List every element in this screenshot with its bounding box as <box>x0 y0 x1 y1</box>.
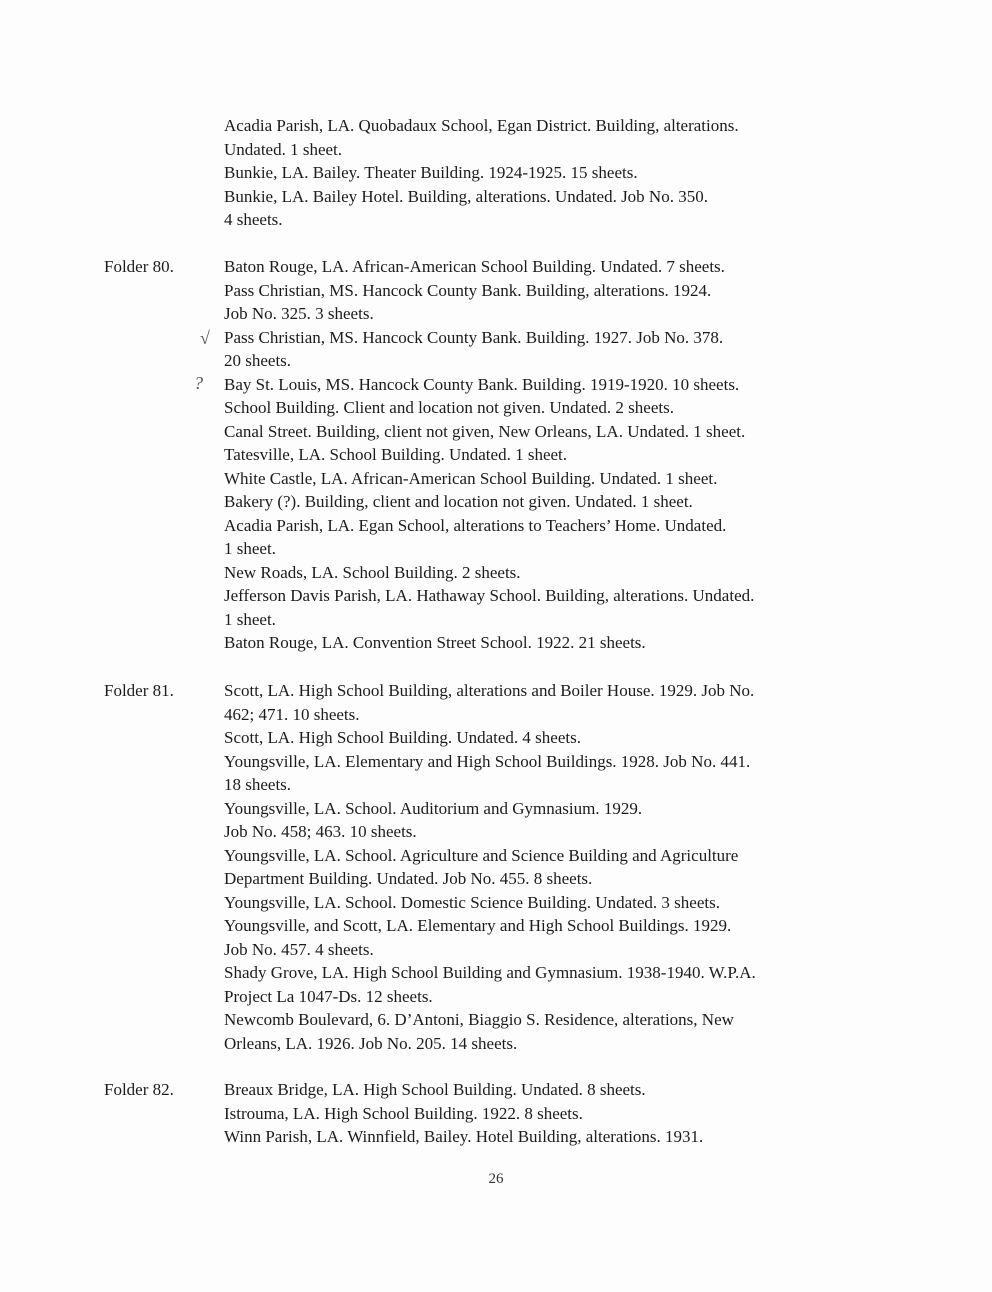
entry-line-continuation: 4 sheets. <box>224 210 283 229</box>
entry-list <box>224 255 874 655</box>
entry-line: New Roads, LA. School Building. 2 sheets. <box>224 562 521 582</box>
entry-line: Acadia Parish, LA. Quobadaux School, Egan District. Building, alterations. <box>224 116 739 135</box>
entry-line-continuation: Job No. 458; 463. 10 sheets. <box>224 822 417 841</box>
folder-label: Folder 80. <box>104 257 174 276</box>
list-item <box>224 420 874 444</box>
entry-line: Youngsville, and Scott, LA. Elementary and High School Buildings. 1929. <box>224 916 732 935</box>
entry-line-continuation: Job No. 457. 4 sheets. <box>224 939 374 959</box>
entry-line: Bay St. Louis, MS. Hancock County Bank. Building. 1919-1920. 10 sheets. <box>224 374 740 394</box>
list-item <box>224 726 874 750</box>
list-item <box>224 114 874 161</box>
entry-line: Newcomb Boulevard, 6. D’Antoni, Biaggio S. Residence, alterations, New <box>224 1010 734 1029</box>
list-item <box>224 1078 874 1102</box>
entry-line-continuation: Undated. 1 sheet. <box>224 139 343 159</box>
entry-line: Youngsville, LA. School. Agriculture and Science Building and Agriculture <box>224 845 739 865</box>
handwritten-question-mark: ? <box>194 373 203 393</box>
list-item <box>224 914 874 961</box>
entry-line-continuation: 1 sheet. <box>224 609 276 629</box>
list-item <box>224 1102 874 1126</box>
entry-line: Scott, LA. High School Building, alterations and Boiler House. 1929. Job No. <box>224 681 755 700</box>
entry-line: Pass Christian, MS. Hancock County Bank. Building. 1927. Job No. 378. <box>224 327 724 347</box>
entry-line: Bunkie, LA. Bailey Hotel. Building, alterations. Undated. Job No. 350. <box>224 186 708 206</box>
list-item <box>224 185 874 232</box>
list-item <box>224 750 874 797</box>
entry-line: White Castle, LA. African-American School Building. Undated. 1 sheet. <box>224 468 718 488</box>
list-item <box>224 255 874 279</box>
entry-line: Shady Grove, LA. High School Building and Gymnasium. 1938-1940. W.P.A. <box>224 963 756 982</box>
list-item <box>224 1125 874 1149</box>
entry-line: Youngsville, LA. Elementary and High School Buildings. 1928. Job No. 441. <box>224 751 751 771</box>
entry-line: Bunkie, LA. Bailey. Theater Building. 1924-1925. 15 sheets. <box>224 163 638 182</box>
entry-list <box>224 679 874 1055</box>
list-item <box>224 490 874 514</box>
entry-line: Baton Rouge, LA. Convention Street School. 1922. 21 sheets. <box>224 633 646 652</box>
entry-line: Pass Christian, MS. Hancock County Bank. Building, alterations. 1924. <box>224 280 712 300</box>
entry-line-continuation: Project La 1047-Ds. 12 sheets. <box>224 986 433 1006</box>
list-item <box>224 161 874 185</box>
entry-line-continuation: 18 sheets. <box>224 775 292 794</box>
list-item <box>224 631 874 655</box>
folder-label: Folder 81. <box>104 681 174 700</box>
entry-line: Youngsville, LA. School. Domestic Science Building. Undated. 3 sheets. <box>224 892 720 912</box>
entry-line: Tatesville, LA. School Building. Undated. 1 sheet. <box>224 445 568 464</box>
list-item <box>224 891 874 915</box>
list-item <box>224 961 874 1008</box>
entry-line: Youngsville, LA. School. Auditorium and Gymnasium. 1929. <box>224 798 643 818</box>
list-item <box>224 561 874 585</box>
entry-line: Winn Parish, LA. Winnfield, Bailey. Hotel Building, alterations. 1931. <box>224 1127 704 1146</box>
entry-line: School Building. Client and location not given. Undated. 2 sheets. <box>224 398 674 417</box>
entry-line: Baton Rouge, LA. African-American School Building. Undated. 7 sheets. <box>224 257 725 276</box>
entry-line: Bakery (?). Building, client and location not given. Undated. 1 sheet. <box>224 492 693 511</box>
list-item <box>224 373 874 397</box>
entry-line: Breaux Bridge, LA. High School Building. Undated. 8 sheets. <box>224 1080 646 1099</box>
list-item <box>224 1008 874 1055</box>
handwritten-check-mark: √ <box>200 328 210 348</box>
entry-line-continuation: Orleans, LA. 1926. Job No. 205. 14 sheets. <box>224 1033 518 1053</box>
entry-line-continuation: 1 sheet. <box>224 539 276 558</box>
list-item <box>224 797 874 844</box>
entry-line-continuation: Department Building. Undated. Job No. 455. 8 sheets. <box>224 869 593 888</box>
list-item <box>224 443 874 467</box>
list-item <box>224 279 874 326</box>
entry-line-continuation: Job No. 325. 3 sheets. <box>224 304 374 323</box>
list-item <box>224 844 874 891</box>
list-item <box>224 396 874 420</box>
list-item <box>224 326 874 373</box>
list-item <box>224 679 874 726</box>
list-item <box>224 514 874 561</box>
entry-line-continuation: 20 sheets. <box>224 351 292 370</box>
entry-line: Istrouma, LA. High School Building. 1922. 8 sheets. <box>224 1103 583 1123</box>
list-item <box>224 467 874 491</box>
entry-list <box>224 1078 874 1149</box>
entry-line: Scott, LA. High School Building. Undated. 4 sheets. <box>224 728 581 747</box>
entry-line: Jefferson Davis Parish, LA. Hathaway School. Building, alterations. Undated. <box>224 586 755 605</box>
entry-line: Canal Street. Building, client not given, New Orleans, LA. Undated. 1 sheet. <box>224 421 746 441</box>
folder-label: Folder 82. <box>104 1080 174 1099</box>
entry-line-continuation: 462; 471. 10 sheets. <box>224 704 360 724</box>
entry-list <box>224 114 874 232</box>
list-item <box>224 584 874 631</box>
page-number: 26 <box>488 1171 504 1187</box>
entry-line: Acadia Parish, LA. Egan School, alterations to Teachers’ Home. Undated. <box>224 515 727 535</box>
